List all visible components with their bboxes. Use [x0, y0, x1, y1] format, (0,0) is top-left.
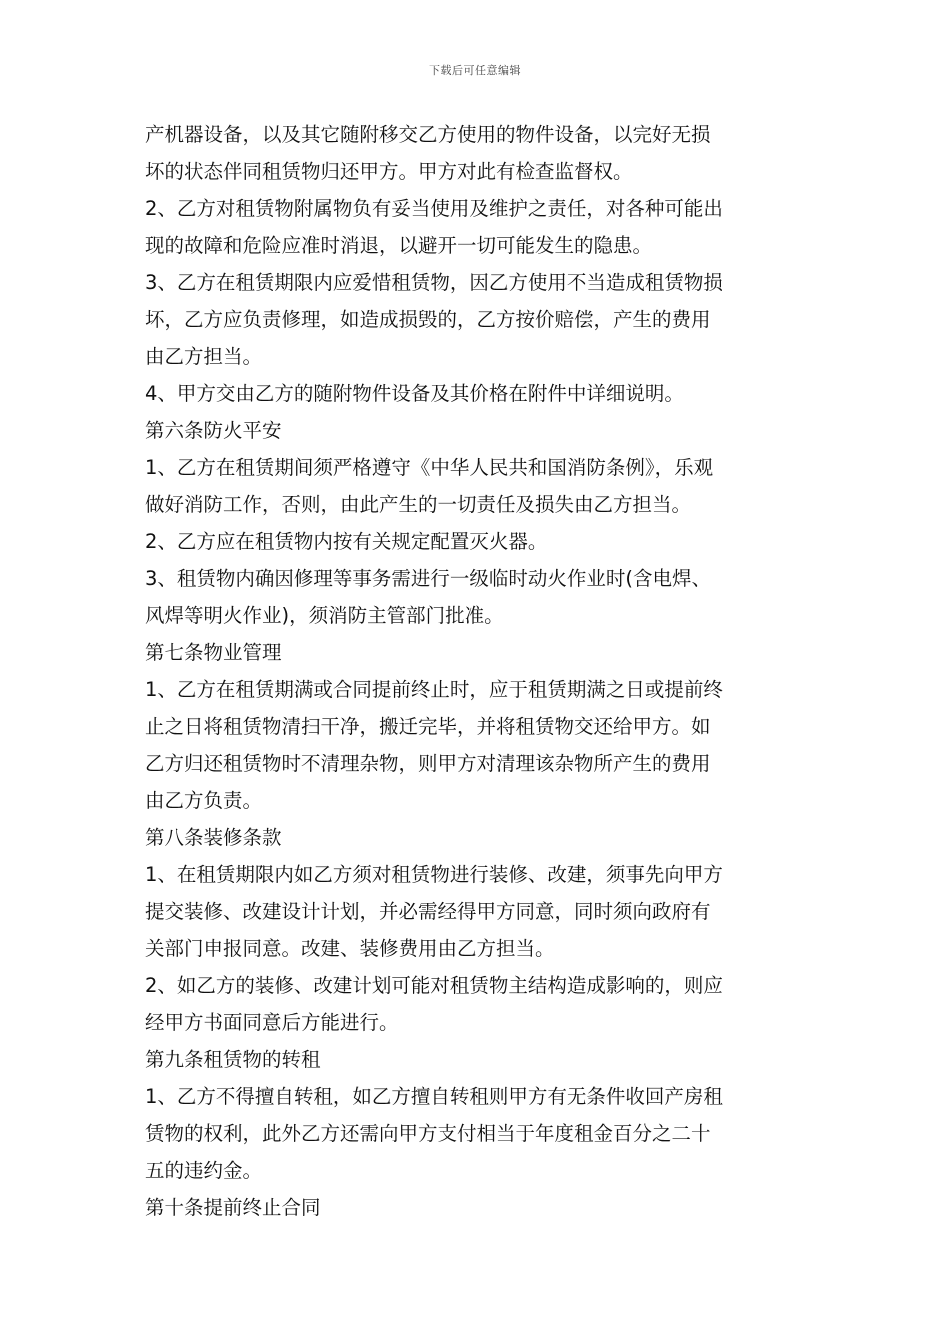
body-line	[145, 153, 810, 190]
body-line	[145, 486, 810, 523]
body-line	[145, 597, 810, 634]
section-heading-text: 第十条提前终止合同	[145, 1196, 321, 1219]
header-note: 下载后可任意编辑	[429, 64, 521, 77]
body-line-text: 1、乙方不得擅自转租，如乙方擅自转租则甲方有无条件收回产房租	[145, 1085, 723, 1108]
body-line-text: 3、乙方在租赁期限内应爱惜租赁物，因乙方使用不当造成租赁物损	[145, 271, 723, 294]
body-line-text: 赁物的权利，此外乙方还需向甲方支付相当于年度租金百分之二十	[145, 1122, 711, 1145]
body-line	[145, 782, 810, 819]
body-line	[145, 671, 810, 708]
body-line-text: 坏，乙方应负责修理，如造成损毁的，乙方按价赔偿，产生的费用	[145, 308, 711, 331]
body-line	[145, 264, 810, 301]
section-heading	[145, 412, 810, 449]
body-line	[145, 560, 810, 597]
section-heading	[145, 634, 810, 671]
body-line-text: 1、在租赁期限内如乙方须对租赁物进行装修、改建，须事先向甲方	[145, 863, 723, 886]
section-heading-text: 第九条租赁物的转租	[145, 1048, 321, 1071]
body-line	[145, 190, 810, 227]
body-line	[145, 301, 810, 338]
body-line-text: 由乙方负责。	[145, 789, 263, 812]
section-heading	[145, 1041, 810, 1078]
document-body	[145, 116, 810, 1226]
body-line	[145, 1004, 810, 1041]
body-line	[145, 1078, 810, 1115]
body-line-text: 提交装修、改建设计计划，并必需经得甲方同意，同时须向政府有	[145, 900, 711, 923]
body-line-text: 关部门申报同意。改建、装修费用由乙方担当。	[145, 937, 555, 960]
body-line-text: 产机器设备，以及其它随附移交乙方使用的物件设备，以完好无损	[145, 123, 711, 146]
body-line-text: 乙方归还租赁物时不清理杂物，则甲方对清理该杂物所产生的费用	[145, 752, 711, 775]
body-line	[145, 338, 810, 375]
body-line-text: 3、租赁物内确因修理等事务需进行一级临时动火作业时(含电焊、	[145, 567, 712, 590]
body-line-text: 经甲方书面同意后方能进行。	[145, 1011, 399, 1034]
body-line-text: 五的违约金。	[145, 1159, 263, 1182]
body-line	[145, 856, 810, 893]
section-heading-text: 第八条装修条款	[145, 826, 282, 849]
body-line	[145, 967, 810, 1004]
body-line	[145, 227, 810, 264]
body-line	[145, 375, 810, 412]
section-heading-text: 第六条防火平安	[145, 419, 282, 442]
body-line-text: 2、如乙方的装修、改建计划可能对租赁物主结构造成影响的，则应	[145, 974, 723, 997]
section-heading-text: 第七条物业管理	[145, 641, 282, 664]
body-line	[145, 116, 810, 153]
body-line-text: 风焊等明火作业)，须消防主管部门批准。	[145, 604, 504, 627]
body-line	[145, 745, 810, 782]
body-line-text: 由乙方担当。	[145, 345, 263, 368]
section-heading	[145, 819, 810, 856]
body-line	[145, 930, 810, 967]
body-line	[145, 708, 810, 745]
body-line	[145, 523, 810, 560]
body-line	[145, 893, 810, 930]
body-line-text: 做好消防工作，否则，由此产生的一切责任及损失由乙方担当。	[145, 493, 692, 516]
body-line	[145, 1152, 810, 1189]
body-line-text: 1、乙方在租赁期满或合同提前终止时，应于租赁期满之日或提前终	[145, 678, 723, 701]
body-line-text: 止之日将租赁物清扫干净，搬迁完毕，并将租赁物交还给甲方。如	[145, 715, 711, 738]
body-line-text: 1、乙方在租赁期间须严格遵守《中华人民共和国消防条例》，乐观	[145, 456, 714, 479]
section-heading	[145, 1189, 810, 1226]
body-line	[145, 1115, 810, 1152]
body-line	[145, 449, 810, 486]
body-line-text: 4、甲方交由乙方的随附物件设备及其价格在附件中详细说明。	[145, 382, 684, 405]
body-line-text: 现的故障和危险应准时消退，以避开一切可能发生的隐患。	[145, 234, 653, 257]
body-line-text: 2、乙方对租赁物附属物负有妥当使用及维护之责任，对各种可能出	[145, 197, 723, 220]
body-line-text: 坏的状态伴同租赁物归还甲方。甲方对此有检查监督权。	[145, 160, 633, 183]
body-line-text: 2、乙方应在租赁物内按有关规定配置灭火器。	[145, 530, 548, 553]
